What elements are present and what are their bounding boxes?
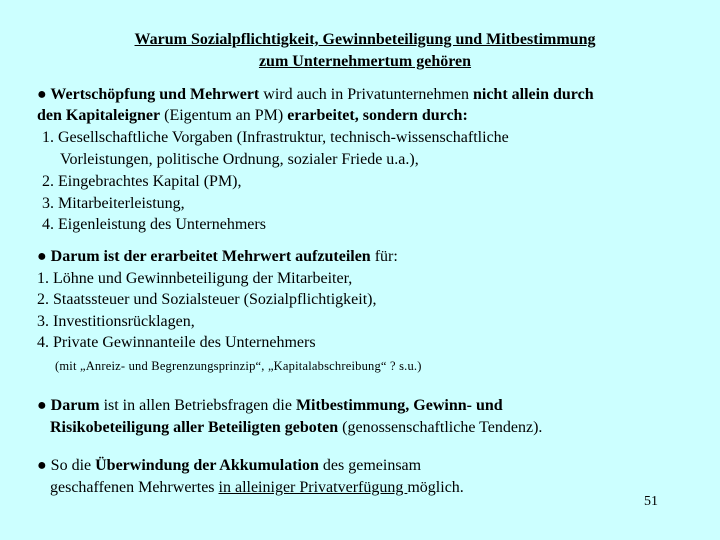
section1-bold-but: erarbeitet, sondern durch: bbox=[287, 107, 468, 124]
section2-item-4: 4. Private Gewinnanteile des Unternehmers bbox=[37, 334, 316, 351]
section1-item-1-cont: Vorleistungen, politische Ordnung, sozialer Friede u.a.), bbox=[60, 151, 419, 168]
section1-line-1 bbox=[37, 85, 594, 105]
section3-text-2: (genossenschaftliche Tendenz). bbox=[338, 419, 543, 436]
section1-item-2: 2. Eingebrachtes Kapital (PM), bbox=[42, 173, 242, 190]
section1-text-2: (Eigentum an PM) bbox=[160, 107, 288, 124]
section1-item-4: 4. Eigenleistung des Unternehmers bbox=[42, 216, 266, 233]
section4-text-3: möglich. bbox=[407, 479, 464, 496]
section2-bold-lead: ● Darum ist der erarbeitet Mehrwert aufzuteilen bbox=[37, 248, 371, 265]
section2-item-2: 2. Staatssteuer und Sozialsteuer (Sozialpflichtigkeit), bbox=[37, 291, 377, 308]
section3-line-1 bbox=[37, 396, 503, 416]
page-number: 51 bbox=[644, 494, 658, 509]
section4-line-2 bbox=[50, 478, 464, 498]
section4-text-2: geschaffenen Mehrwertes bbox=[50, 479, 219, 496]
section2-item-1: 1. Löhne und Gewinnbeteiligung der Mitarbeiter, bbox=[37, 270, 353, 287]
section4-underlined: in alleiniger Privatverfügung bbox=[218, 479, 408, 496]
section2-note: (mit „Anreiz- und Begrenzungsprinzip“, „Kapitalabschreibung“ ? s.u.) bbox=[55, 359, 422, 373]
section1-bold-lead: ● Wertschöpfung und Mehrwert bbox=[37, 86, 260, 103]
section4-line-1 bbox=[37, 456, 421, 476]
section2-text: für: bbox=[370, 248, 398, 265]
section2-item-3: 3. Investitionsrücklagen, bbox=[37, 313, 195, 330]
section1-item-3: 3. Mitarbeiterleistung, bbox=[42, 195, 185, 212]
section3-bold-darum: Darum bbox=[50, 397, 100, 414]
section3-text: ist in allen Betriebsfragen die bbox=[99, 397, 296, 414]
section2-line-1 bbox=[37, 247, 398, 267]
section4-text: des gemeinsam bbox=[318, 457, 422, 474]
section1-text: wird auch in Privatunternehmen bbox=[259, 86, 473, 103]
title-line-2: zum Unternehmertum gehören bbox=[258, 53, 472, 70]
section3-line-2 bbox=[50, 418, 542, 438]
section4-bold-overcoming: Überwindung der Akkumulation bbox=[95, 457, 319, 474]
section3-bullet: ● bbox=[37, 397, 51, 414]
section1-bold-end: nicht allein durch bbox=[472, 86, 594, 103]
section1-item-1: 1. Gesellschaftliche Vorgaben (Infrastruktur, technisch-wissenschaftliche bbox=[42, 129, 509, 146]
section1-line-2 bbox=[37, 106, 468, 126]
title-line-1: Warum Sozialpflichtigkeit, Gewinnbeteiligung und Mitbestimmung bbox=[134, 31, 596, 48]
section3-bold-risk: Risikobeteiligung aller Beteiligten geboten bbox=[50, 419, 339, 436]
section4-bullet: ● So die bbox=[37, 457, 96, 474]
section3-bold-codetermination: Mitbestimmung, Gewinn- und bbox=[295, 397, 503, 414]
section1-bold-owner: den Kapitaleigner bbox=[37, 107, 161, 124]
